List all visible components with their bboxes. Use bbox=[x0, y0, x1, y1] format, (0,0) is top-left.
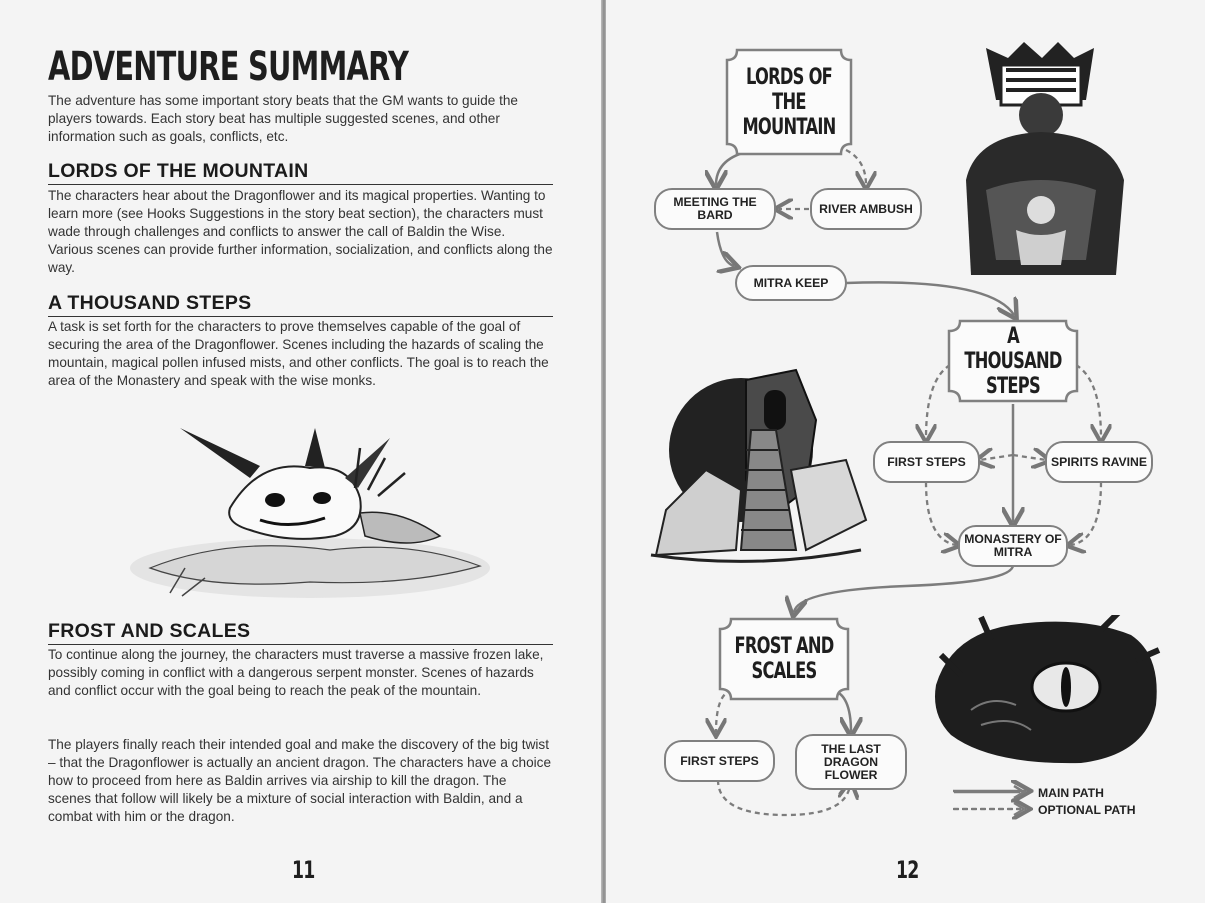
legend-symbols bbox=[952, 782, 1032, 818]
throne-king-illustration bbox=[946, 40, 1136, 280]
beat-a-thousand-steps bbox=[946, 318, 1080, 404]
beat-title-thousand: A THOUSAND STEPS bbox=[964, 323, 1062, 399]
section-body-lords: The characters hear about the Dragonflower and its magical properties. Wanting to learn more (see Hooks Suggestions in the story beat section), the characters must wade through challenges and conflicts to answer the call of Baldin the Wise. Various scenes can provide further information, socialization, and conflicts along the way. bbox=[48, 188, 553, 275]
section-body-thousand: A task is set forth for the characters to prove themselves capable of the goal of securing the area of the Dragonflower. Scenes including the hazards of scaling the mountain, magical pollen infused mists, and other conflicts. The goal is to reach the area of the Monastery and speak with the wise monks. bbox=[48, 319, 549, 388]
beat-lords-of-the-mountain bbox=[723, 46, 855, 158]
section-heading-frost: FROST AND SCALES bbox=[48, 620, 553, 645]
closing-paragraph: The players finally reach their intended goal and make the discovery of the big twist – that the Dragonflower is actually an ancient dragon. The characters have a choice how to proceed from here as Baldin arrives via airship to kill the dragon. The scenes that follow will likely be a mixture of social interaction with Baldin, and a combat with him or the dragon. bbox=[48, 737, 552, 824]
beat-title-frost: FROST AND SCALES bbox=[734, 634, 834, 684]
section-heading-lords: LORDS OF THE MOUNTAIN bbox=[48, 160, 553, 185]
beat-title-lords: LORDS OF THE MOUNTAIN bbox=[742, 64, 836, 140]
beat-frost-and-scales bbox=[717, 616, 851, 702]
stone-stairs-illustration bbox=[646, 360, 871, 570]
intro-paragraph: The adventure has some important story beats that the GM wants to guide the players towards. Each story beat has multiple suggested scenes, and other information such as goals, conflicts, etc. bbox=[48, 93, 518, 144]
section-heading-thousand: A THOUSAND STEPS bbox=[48, 292, 553, 317]
scene-the-last-dragon-flower: THE LAST DRAGON FLOWER bbox=[795, 734, 907, 790]
page-title: ADVENTURE SUMMARY bbox=[48, 44, 409, 90]
legend-optional-path: OPTIONAL PATH bbox=[1038, 803, 1136, 817]
page-number-right: 12 bbox=[896, 856, 919, 884]
right-page bbox=[606, 0, 1205, 903]
scene-mitra-keep: MITRA KEEP bbox=[735, 265, 847, 301]
dragon-eye-illustration bbox=[931, 615, 1161, 765]
scene-monastery-of-mitra: MONASTERY OF MITRA bbox=[958, 525, 1068, 567]
scene-meeting-the-bard: MEETING THE BARD bbox=[654, 188, 776, 230]
section-body-frost: To continue along the journey, the characters must traverse a massive frozen lake, possibly coming in conflict with a dangerous serpent monster. Scenes of hazards and conflict occur with the goal being to reach the peak of the mountain. bbox=[48, 647, 544, 698]
legend-main-path: MAIN PATH bbox=[1038, 786, 1104, 800]
scene-first-steps: FIRST STEPS bbox=[873, 441, 980, 483]
sleeping-dragon-illustration bbox=[110, 418, 500, 618]
scene-spirits-ravine: SPIRITS RAVINE bbox=[1045, 441, 1153, 483]
page-number-left: 11 bbox=[292, 856, 315, 884]
scene-river-ambush: RIVER AMBUSH bbox=[810, 188, 922, 230]
scene-first-steps-2: FIRST STEPS bbox=[664, 740, 775, 782]
